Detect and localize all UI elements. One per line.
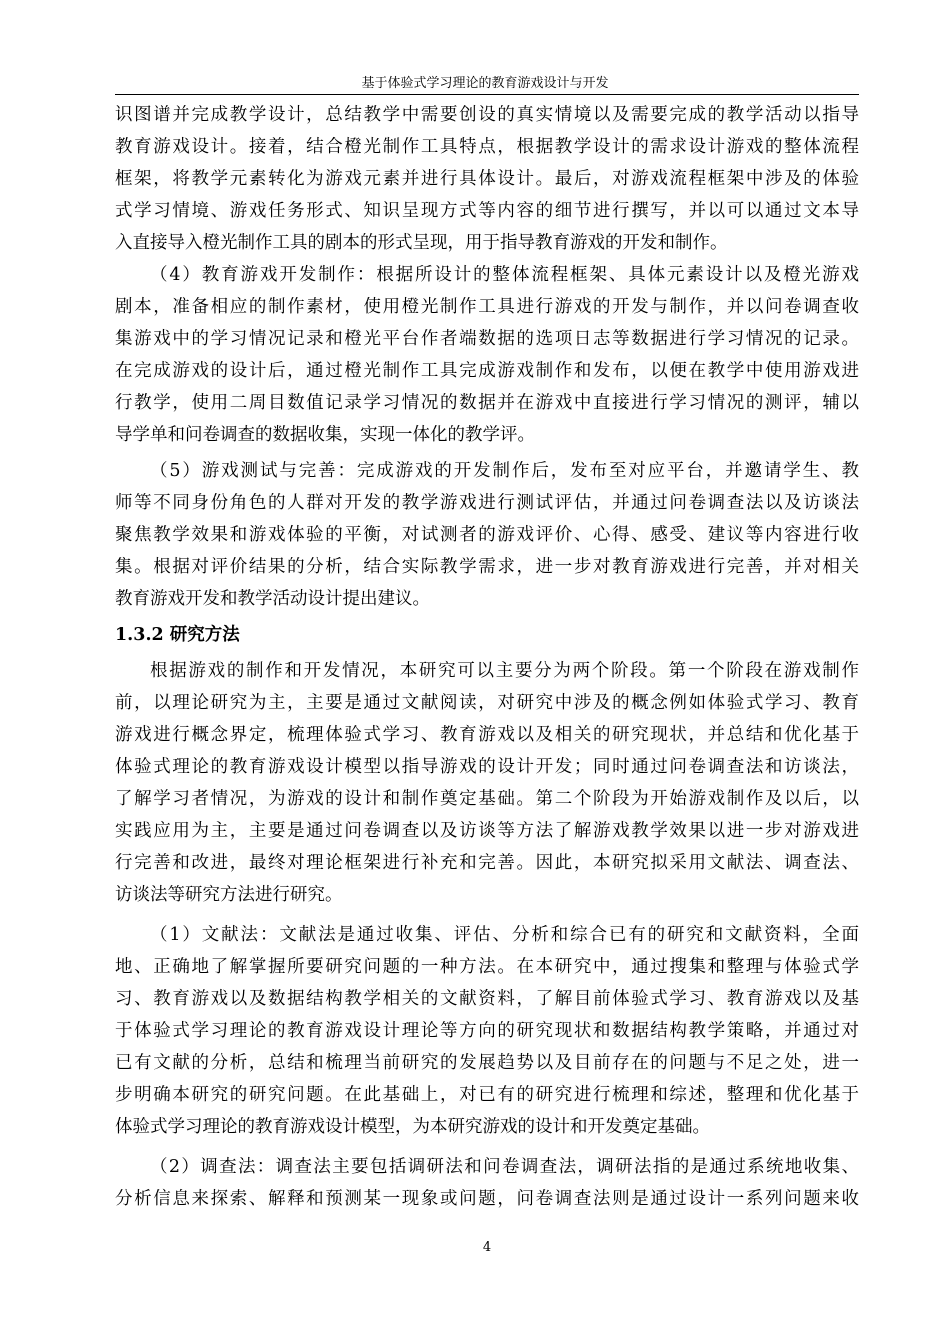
body-line: 入直接导入橙光制作工具的剧本的形式呈现，用于指导教育游戏的开发和制作。: [115, 233, 728, 253]
body-line: 行教学，使用二周目数值记录学习情况的数据并在游戏中直接进行学习情况的测评，辅以: [115, 393, 859, 413]
body-line: 了解学习者情况，为游戏的设计和制作奠定基础。第二个阶段为开始游戏制作及以后，以: [115, 789, 859, 809]
body-line: 已有文献的分析，总结和梳理当前研究的发展趋势以及目前存在的问题与不足之处，进一: [115, 1053, 859, 1073]
body-line: 实践应用为主，主要是通过问卷调查以及访谈等方法了解游戏教学效果以进一步对游戏进: [115, 821, 859, 841]
body-line: 在完成游戏的设计后，通过橙光制作工具完成游戏制作和发布，以便在教学中使用游戏进: [115, 361, 859, 381]
page-number: 4: [482, 1240, 492, 1255]
paragraph-first-line: 根据游戏的制作和开发情况，本研究可以主要分为两个阶段。第一个阶段在游戏制作: [150, 661, 859, 681]
paragraph-first-line: （4）教育游戏开发制作：根据所设计的整体流程框架、具体元素设计以及橙光游戏: [150, 265, 859, 285]
body-line: 导学单和问卷调查的数据收集，实现一体化的教学评。: [115, 425, 535, 445]
body-line: 体验式理论的教育游戏设计模型以指导游戏的设计开发；同时通过问卷调查法和访谈法，: [115, 757, 859, 777]
section-heading: 1.3.2 研究方法: [115, 625, 240, 645]
paragraph-first-line: （2）调查法：调查法主要包括调研法和问卷调查法，调研法指的是通过系统地收集、: [150, 1157, 859, 1177]
body-line: 前，以理论研究为主，主要是通过文献阅读，对研究中涉及的概念例如体验式学习、教育: [115, 693, 859, 713]
body-line: 聚焦教学效果和游戏体验的平衡，对试测者的游戏评价、心得、感受、建议等内容进行收: [115, 525, 859, 545]
body-line: 教育游戏开发和教学活动设计提出建议。: [115, 589, 430, 609]
body-line: 教育游戏设计。接着，结合橙光制作工具特点，根据教学设计的需求设计游戏的整体流程: [115, 137, 859, 157]
body-line: 地、正确地了解掌握所要研究问题的一种方法。在本研究中，通过搜集和整理与体验式学: [115, 957, 859, 977]
body-line: 于体验式学习理论的教育游戏设计理论等方向的研究现状和数据结构教学策略，并通过对: [115, 1021, 859, 1041]
body-line: 分析信息来探索、解释和预测某一现象或问题，问卷调查法则是通过设计一系列问题来收: [115, 1189, 859, 1209]
body-line: 集游戏中的学习情况记录和橙光平台作者端数据的选项日志等数据进行学习情况的记录。: [115, 329, 859, 349]
body-line: 访谈法等研究方法进行研究。: [115, 885, 343, 905]
body-line: 师等不同身份角色的人群对开发的教学游戏进行测试评估，并通过问卷调查法以及访谈法: [115, 493, 859, 513]
body-line: 体验式学习理论的教育游戏设计模型，为本研究游戏的设计和开发奠定基础。: [115, 1117, 710, 1137]
running-header: 基于体验式学习理论的教育游戏设计与开发: [361, 76, 609, 91]
paragraph-first-line: （1）文献法：文献法是通过收集、评估、分析和综合已有的研究和文献资料，全面: [150, 925, 859, 945]
body-line: 习、教育游戏以及数据结构教学相关的文献资料，了解目前体验式学习、教育游戏以及基: [115, 989, 859, 1009]
body-line: 步明确本研究的研究问题。在此基础上，对已有的研究进行梳理和综述，整理和优化基于: [115, 1085, 859, 1105]
body-line: 式学习情境、游戏任务形式、知识呈现方式等内容的细节进行撰写，并以可以通过文本导: [115, 201, 859, 221]
body-line: 集。根据对评价结果的分析，结合实际教学需求，进一步对教育游戏进行完善，并对相关: [115, 557, 859, 577]
paragraph-first-line: （5）游戏测试与完善：完成游戏的开发制作后，发布至对应平台，并邀请学生、教: [150, 461, 859, 481]
body-line: 识图谱并完成教学设计，总结教学中需要创设的真实情境以及需要完成的教学活动以指导: [115, 105, 859, 125]
body-line: 行完善和改进，最终对理论框架进行补充和完善。因此，本研究拟采用文献法、调查法、: [115, 853, 859, 873]
body-line: 游戏进行概念界定，梳理体验式学习、教育游戏以及相关的研究现状，并总结和优化基于: [115, 725, 859, 745]
header-divider: [115, 94, 859, 95]
body-line: 框架，将教学元素转化为游戏元素并进行具体设计。最后，对游戏流程框架中涉及的体验: [115, 169, 859, 189]
body-line: 剧本，准备相应的制作素材，使用橙光制作工具进行游戏的开发与制作，并以问卷调查收: [115, 297, 859, 317]
